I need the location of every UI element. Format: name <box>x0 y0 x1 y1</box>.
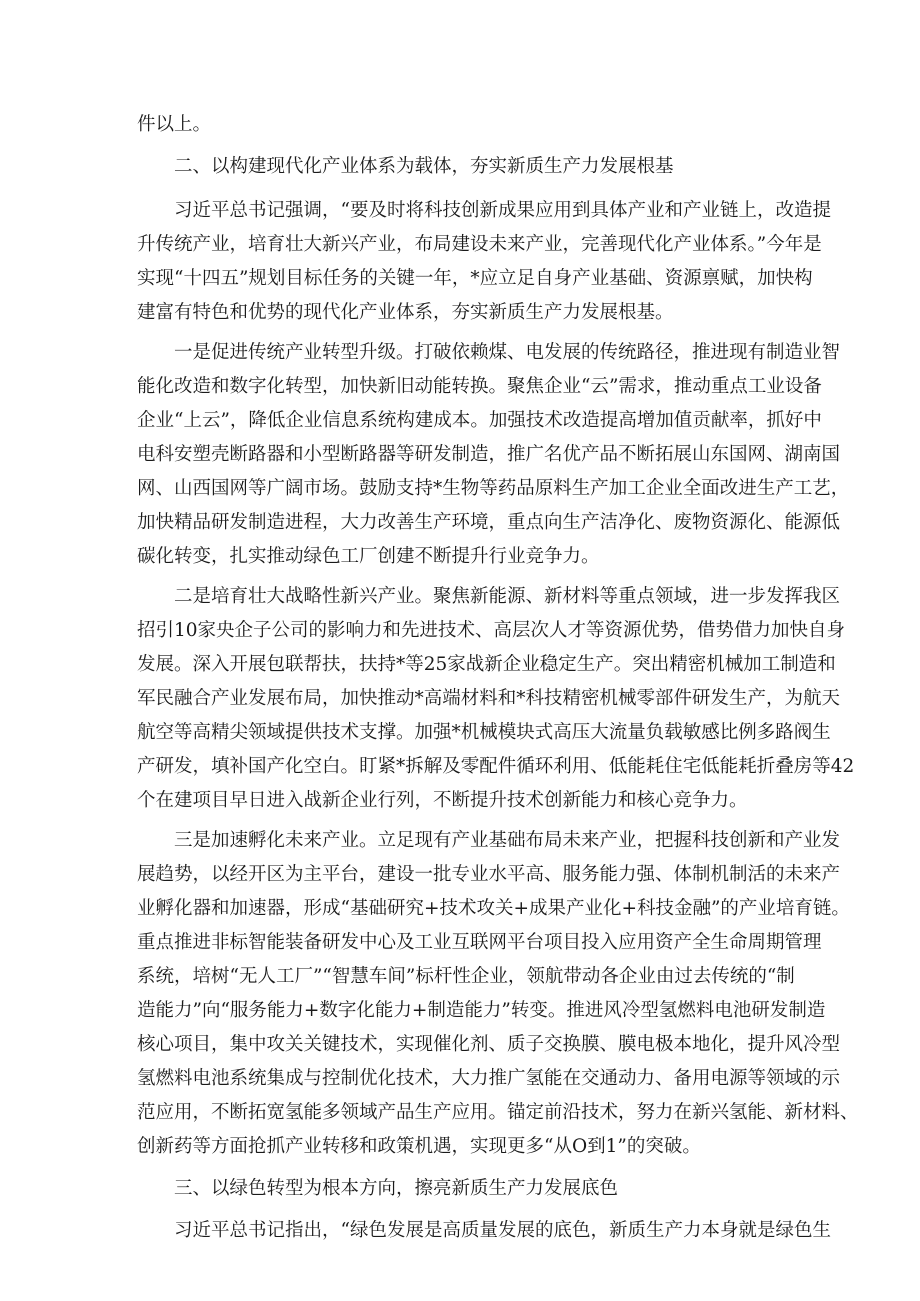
paragraph-line: 三是加速孵化未来产业。立足现有产业基础布局未来产业，把握科技创新和产业发 <box>174 830 841 851</box>
paragraph-line: 网、山西国网等广阔市场。鼓励支持*生物等药品原料生产加工企业全面改进生产工艺， <box>137 478 850 499</box>
paragraph-line: 能化改造和数字化转型，加快新旧动能转换。聚焦企业“云”需求，推动重点工业设备 <box>137 376 822 397</box>
paragraph-line: 招引10家央企子公司的影响力和先进技术、高层次人才等资源优势，借势借力加快自身 <box>137 620 846 641</box>
paragraph-line: 习近平总书记指出，“绿色发展是高质量发展的底色，新质生产力本身就是绿色生 <box>174 1220 831 1241</box>
paragraph-line: 一是促进传统产业转型升级。打破依赖煤、电发展的传统路径，推进现有制造业智 <box>174 342 841 363</box>
paragraph-line: 航空等高精尖领域提供技术支撑。加强*机械模块式高压大流量负载敏感比例多路阀生 <box>137 722 831 743</box>
paragraph-line: 个在建项目早日进入战新企业行列，不断提升技术创新能力和核心竞争力。 <box>137 790 748 811</box>
paragraph-line: 核心项目，集中攻关关键技术，实现催化剂、质子交换膜、膜电极本地化，提升风冷型 <box>137 1034 841 1055</box>
paragraph-line: 建富有特色和优势的现代化产业体系，夯实新质生产力发展根基。 <box>137 302 674 323</box>
paragraph-line: 电科安塑壳断路器和小型断路器等研发制造，推广名优产品不断拓展山东国网、湖南国 <box>137 444 841 465</box>
section-heading: 二、以构建现代化产业体系为载体，夯实新质生产力发展根基 <box>174 156 674 177</box>
paragraph-line: 件以上。 <box>137 114 212 135</box>
paragraph-line: 产研发，填补国产化空白。盯紧*拆解及零配件循环利用、低能耗住宅低能耗折叠房等42 <box>137 756 855 777</box>
paragraph-line: 习近平总书记强调，“要及时将科技创新成果应用到具体产业和产业链上，改造提 <box>174 200 831 221</box>
paragraph-line: 加快精品研发制造进程，大力改善生产环境，重点向生产洁净化、废物资源化、能源低 <box>137 512 841 533</box>
paragraph-line: 造能力”向“服务能力+数字化能力+制造能力”转变。推进风冷型氢燃料电池研发制造 <box>137 1000 826 1021</box>
paragraph-line: 二是培育壮大战略性新兴产业。聚焦新能源、新材料等重点领域，进一步发挥我区 <box>174 586 841 607</box>
paragraph-line: 范应用，不断拓宽氢能多领域产品生产应用。锚定前沿技术，努力在新兴氢能、新材料、 <box>137 1102 859 1123</box>
paragraph-line: 实现“十四五”规划目标任务的关键一年，*应立足自身产业基础、资源禀赋，加快构 <box>137 268 813 289</box>
paragraph-line: 发展。深入开展包联帮扶，扶持*等25家战新企业稳定生产。突出精密机械加工制造和 <box>137 654 836 675</box>
paragraph-line: 升传统产业，培育壮大新兴产业，布局建设未来产业，完善现代化产业体系。”今年是 <box>137 234 822 255</box>
paragraph-line: 军民融合产业发展布局，加快推动*高端材料和*科技精密机械零部件研发生产，为航天 <box>137 688 841 709</box>
paragraph-line: 重点推进非标智能装备研发中心及工业互联网平台项目投入应用资产全生命周期管理 <box>137 932 822 953</box>
paragraph-line: 碳化转变，扎实推动绿色工厂创建不断提升行业竞争力。 <box>137 546 600 567</box>
section-heading: 三、以绿色转型为根本方向，擦亮新质生产力发展底色 <box>174 1178 619 1199</box>
paragraph-line: 展趋势，以经开区为主平台，建设一批专业水平高、服务能力强、体制机制活的未来产 <box>137 864 841 885</box>
paragraph-line: 企业“上云”，降低企业信息系统构建成本。加强技术改造提高增加值贡献率，抓好中 <box>137 410 822 431</box>
paragraph-line: 系统，培树“无人工厂”“智慧车间”标杆性企业，领航带动各企业由过去传统的“制 <box>137 966 795 987</box>
paragraph-line: 业孵化器和加速器，形成“基础研究+技术攻关+成果产业化+科技金融”的产业培育链。 <box>137 898 850 919</box>
paragraph-line: 氢燃料电池系统集成与控制优化技术，大力推广氢能在交通动力、备用电源等领域的示 <box>137 1068 841 1089</box>
paragraph-line: 创新药等方面抢抓产业转移和政策机遇，实现更多“从O到1”的突破。 <box>137 1136 701 1157</box>
